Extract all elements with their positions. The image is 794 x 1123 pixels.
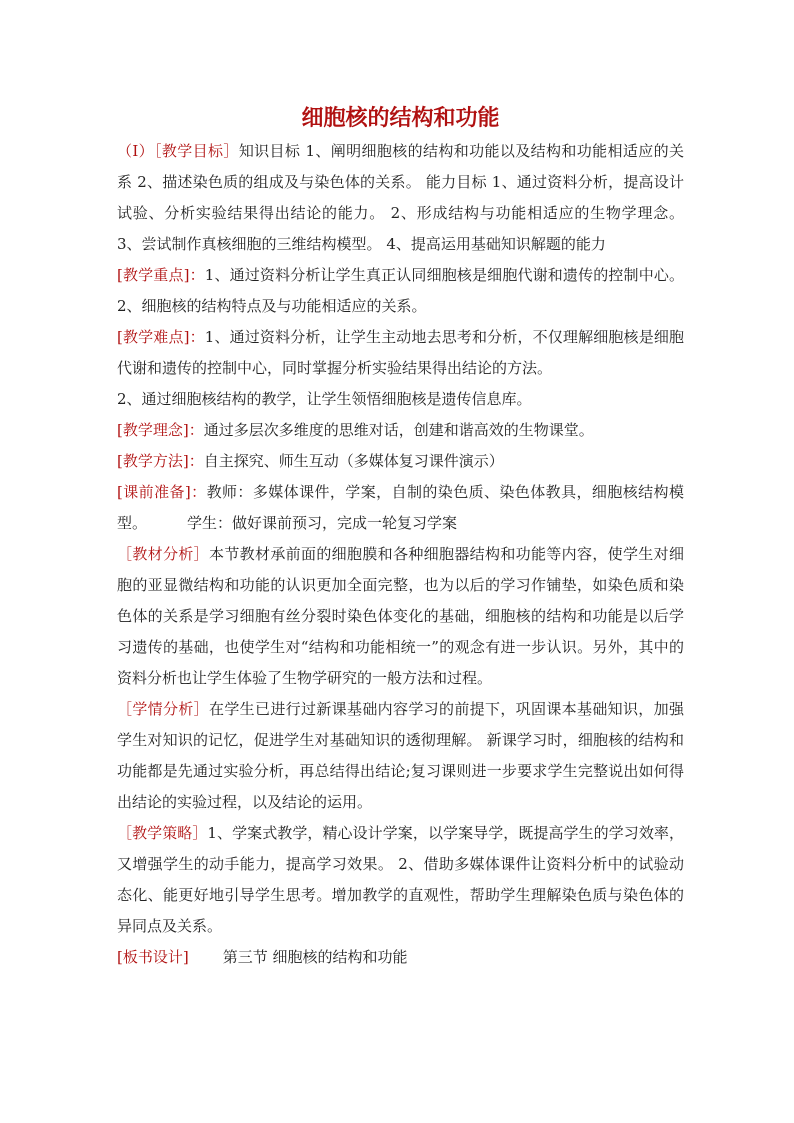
section-text-difficulties-2: 2、通过细胞核结构的教学，让学生领悟细胞核是遗传信息库。 <box>117 390 532 408</box>
section-tag-material-analysis: ［教材分析］ <box>117 545 209 563</box>
paragraph-student-analysis <box>117 694 684 818</box>
section-text-preparation-students: 学生：做好课前预习，完成一轮复习学案 <box>187 514 458 532</box>
paragraph-difficulties-2 <box>117 384 684 415</box>
section-text-board-design: 第三节 细胞核的结构和功能 <box>222 948 408 966</box>
section-text-difficulties: 1、通过资料分析，让学生主动地去思考和分析，不仅理解细胞核是细胞代谢和遗传的控制中心，同时掌握分析实验结果得出结论的方法。 <box>117 328 684 377</box>
paragraph-key-points <box>117 260 684 322</box>
section-tag-methods: [教学方法]： <box>117 452 204 470</box>
section-tag-difficulties: [教学难点]： <box>117 328 205 346</box>
section-text-material-analysis: 本节教材承前面的细胞膜和各种细胞器结构和功能等内容，使学生对细胞的亚显微结构和功能的认识更加全面完整，也为以后的学习作铺垫，如染色质和染色体的关系是学习细胞有丝分裂时染色体变化的基础，细胞核的结构和功能是以后学习遗传的基础，也使学生对“结构和功能相统一”的观念有进一步认识。另外，其中的资料分析也让学生体验了生物学研究的一般方法和过程。 <box>117 545 684 687</box>
paragraph-difficulties <box>117 322 684 384</box>
section-tag-key-points: [教学重点]： <box>117 266 205 284</box>
section-tag-board-design: [板书设计] <box>117 948 189 966</box>
section-tag-preparation: [课前准备]： <box>117 483 207 501</box>
section-text-student-analysis: 在学生已进行过新课基础内容学习的前提下，巩固课本基础知识，加强学生对知识的记忆，促进学生对基础知识的透彻理解。 新课学习时，细胞核的结构和功能都是先通过实验分析，再总结得出结论;复习课则进一步要求学生完整说出如何得出结论的实验过程，以及结论的运用。 <box>117 700 684 811</box>
paragraph-strategies <box>117 818 684 942</box>
section-text-strategies: 1、学案式教学，精心设计学案，以学案导学，既提高学生的学习效率，又增强学生的动手能力，提高学习效果。 2、借助多媒体课件让资料分析中的试验动态化、能更好地引导学生思考。增加教学的直观性，帮助学生理解染色质与染色体的异同点及关系。 <box>117 824 684 935</box>
section-text-goals: 知识目标 1、阐明细胞核的结构和功能以及结构和功能相适应的关系 2、描述染色质的组成及与染色体的关系。 能力目标 1、通过资料分析，提高设计试验、分析实验结果得出结论的能力。 2、形成结构与功能相适应的生物学理念。 3、尝试制作真核细胞的三维结构模型。 4、提高运用基础知识解题的能力 <box>117 142 684 253</box>
document-title: 细胞核的结构和功能 <box>301 105 500 131</box>
section-text-preparation: 教师：多媒体课件，学案，自制的染色质、染色体教具，细胞核结构模型。 <box>117 483 684 532</box>
paragraph-philosophy <box>117 415 684 446</box>
paragraph-methods <box>117 446 684 477</box>
section-tag-philosophy: [教学理念]： <box>117 421 204 439</box>
section-tag-goals: （Ⅰ）［教学目标］ <box>117 142 239 160</box>
paragraph-preparation <box>117 477 684 539</box>
section-tag-student-analysis: ［学情分析］ <box>117 700 209 718</box>
section-text-philosophy: 通过多层次多维度的思维对话，创建和谐高效的生物课堂。 <box>203 421 594 439</box>
section-text-key-points: 1、通过资料分析让学生真正认同细胞核是细胞代谢和遗传的控制中心。 2、细胞核的结构特点及与功能相适应的关系。 <box>117 266 684 315</box>
section-tag-strategies: ［教学策略］ <box>117 824 208 842</box>
paragraph-material-analysis <box>117 539 684 694</box>
paragraph-board-design <box>117 942 684 973</box>
section-text-methods: 自主探究、师生互动（多媒体复习课件演示） <box>203 452 504 470</box>
paragraph-teaching-goals <box>117 136 684 260</box>
